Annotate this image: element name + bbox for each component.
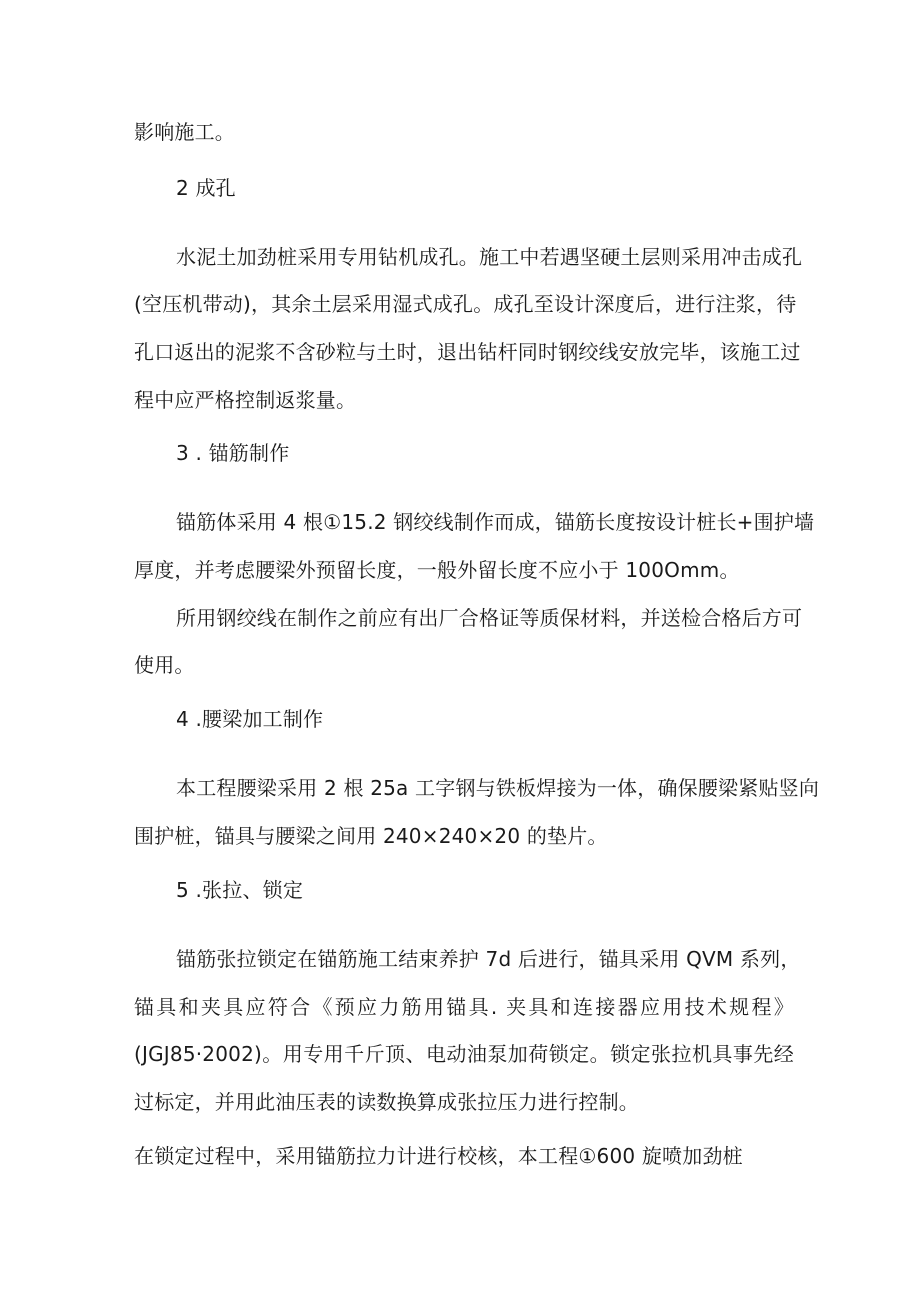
paragraph-line: 影响施工。 (134, 120, 235, 144)
paragraph-line: 锚具和夹具应符合《预应力筋用锚具. 夹具和连接器应用技术规程》 (134, 995, 794, 1019)
paragraph-line: 所用钢绞线在制作之前应有出厂合格证等质保材料，并送检合格后方可 (176, 606, 803, 630)
paragraph-line: 在锁定过程中，采用锚筋拉力计进行校核，本工程①600 旋喷加劲桩 (134, 1144, 743, 1168)
paragraph-line: 本工程腰梁采用 2 根 25a 工字钢与铁板焊接为一体，确保腰梁紧贴竖向 (176, 776, 820, 800)
paragraph-line: 程中应严格控制返浆量。 (134, 388, 357, 412)
paragraph-line: 水泥土加劲桩采用专用钻机成孔。施工中若遇坚硬土层则采用冲击成孔 (176, 245, 803, 269)
paragraph-line: (空压机带动)，其余土层采用湿式成孔。成孔至设计深度后，进行注浆，待 (134, 292, 797, 316)
paragraph-line: 过标定，并用此油压表的读数换算成张拉压力进行控制。 (134, 1090, 639, 1114)
paragraph-line: 厚度，并考虑腰梁外预留长度，一般外留长度不应小于 100Omm。 (134, 558, 740, 582)
section-heading: 2 成孔 (176, 176, 236, 200)
section-heading: 5 .张拉、锁定 (176, 878, 304, 902)
paragraph-line: (JGJ85·2002)。用专用千斤顶、电动油泵加荷锁定。锁定张拉机具事先经 (134, 1042, 794, 1066)
section-heading: 3 . 锚筋制作 (176, 441, 290, 465)
paragraph-line: 锚筋体采用 4 根①15.2 钢绞线制作而成，锚筋长度按设计桩长+围护墙 (176, 510, 815, 534)
paragraph-line: 围护桩，锚具与腰梁之间用 240×240×20 的垫片。 (134, 824, 608, 848)
paragraph-line: 使用。 (134, 653, 195, 677)
paragraph-line: 锚筋张拉锁定在锚筋施工结束养护 7d 后进行，锚具采用 QVM 系列， (176, 947, 801, 971)
paragraph-line: 孔口返出的泥浆不含砂粒与土时，退出钻杆同时钢绞线安放完毕，该施工过 (134, 340, 801, 364)
section-heading: 4 .腰梁加工制作 (176, 707, 324, 731)
